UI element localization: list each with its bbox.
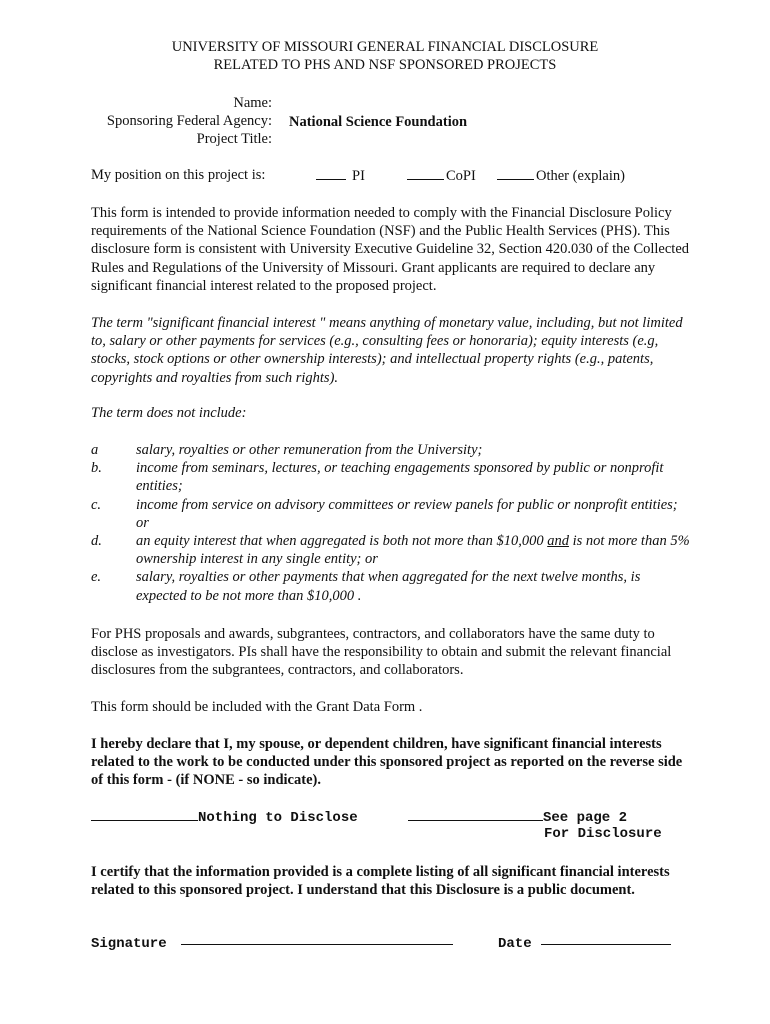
list-item: [91, 496, 691, 532]
certification-paragraph: I certify that the information provided is a complete listing of all significant financial interests related to this sponsored project. I understand that this Disclosure is a public document.: [91, 864, 670, 899]
pi-blank[interactable]: [316, 167, 346, 180]
list-text: [136, 532, 691, 568]
date-label: Date: [498, 936, 532, 952]
position-option-pi[interactable]: [316, 167, 365, 185]
underlined-word: and: [547, 533, 569, 550]
grant-data-note: This form should be included with the Grant Data Form .: [91, 699, 423, 715]
name-label: Name:: [233, 95, 272, 111]
see-page-label-line-2: For Disclosure: [544, 826, 662, 842]
list-marker: e.: [91, 569, 102, 586]
pi-label: PI: [352, 168, 365, 184]
agency-value: National Science Foundation: [289, 114, 468, 130]
list-item: [91, 459, 691, 495]
copi-label: CoPI: [446, 168, 476, 184]
date-line[interactable]: [541, 944, 671, 945]
list-marker: d.: [91, 533, 102, 550]
exclusions-list: [91, 441, 691, 605]
project-title-label: Project Title:: [196, 131, 272, 147]
definition-paragraph: The term "significant financial interest " means anything of monetary value, including, but not limited to, salary or other payments for services (e.g., consulting fees or honoraria); equity interests (e.g, stocks, stock options or other ownership interests); and intellectual property rights (e.g., patents, copyrights and royalties from such rights).: [91, 315, 683, 386]
list-marker: c.: [91, 496, 102, 513]
copi-blank[interactable]: [407, 167, 444, 180]
list-item: [91, 532, 691, 568]
exclusions-heading: The term does not include:: [91, 405, 247, 421]
list-item: [91, 568, 691, 604]
see-page-label: See page 2: [543, 810, 628, 826]
declaration-paragraph: I hereby declare that I, my spouse, or dependent children, have significant financial interests related to the work to be conducted under this sponsored project as reported on the reverse side of this form - (if NONE - so indicate).: [91, 736, 683, 789]
signature-label: Signature: [91, 936, 167, 952]
list-text-part: is not more than 5% ownership interest in any single entity; or: [136, 533, 690, 568]
agency-label: Sponsoring Federal Agency:: [106, 113, 272, 129]
list-text: salary, royalties or other payments that when aggregated for the next twelve months, is expected to be not more than $10,000 .: [136, 569, 641, 604]
other-blank[interactable]: [497, 167, 534, 180]
form-title-line-2: RELATED TO PHS AND NSF SPONSORED PROJECTS: [213, 57, 557, 73]
signature-line[interactable]: [181, 944, 453, 945]
phs-paragraph: For PHS proposals and awards, subgrantees, contractors, and collaborators have the same duty to disclose as investigators. PIs shall have the responsibility to obtain and submit the relevant financial disclosures from the subgrantees, contractors, and collaborators.: [91, 626, 672, 679]
see-page-blank[interactable]: [408, 808, 543, 821]
other-label: Other (explain): [536, 168, 625, 184]
nothing-to-disclose-label: Nothing to Disclose: [198, 810, 358, 826]
list-text: income from service on advisory committees or review panels for public or nonprofit entities; or: [136, 496, 678, 531]
list-marker: a: [91, 442, 99, 458]
list-text: salary, royalties or other remuneration from the University;: [136, 442, 483, 458]
position-label: My position on this project is:: [91, 167, 266, 183]
position-option-other[interactable]: [497, 167, 625, 185]
intro-paragraph: This form is intended to provide information needed to comply with the Financial Disclosure Policy requirements of the National Science Foundation (NSF) and the Public Health Services (PHS). This disclosure form is consistent with University Executive Guideline 32, Section 420.030 of the Collected Rules and Regulations of the University of Missouri. Grant applicants are required to declare any significant financial interest related to the proposed project.: [91, 205, 690, 294]
nothing-to-disclose-blank[interactable]: [91, 808, 198, 821]
nothing-to-disclose-option[interactable]: [91, 808, 358, 826]
list-item: [91, 441, 691, 459]
see-page-option[interactable]: [408, 808, 627, 826]
form-title-line-1: UNIVERSITY OF MISSOURI GENERAL FINANCIAL DISCLOSURE: [171, 39, 599, 55]
list-text-part: an equity interest that when aggregated is both not more than $10,000: [136, 533, 548, 550]
position-option-copi[interactable]: [407, 167, 476, 185]
list-text: income from seminars, lectures, or teaching engagements sponsored by public or nonprofit entities;: [136, 460, 664, 495]
list-marker: b.: [91, 460, 102, 477]
